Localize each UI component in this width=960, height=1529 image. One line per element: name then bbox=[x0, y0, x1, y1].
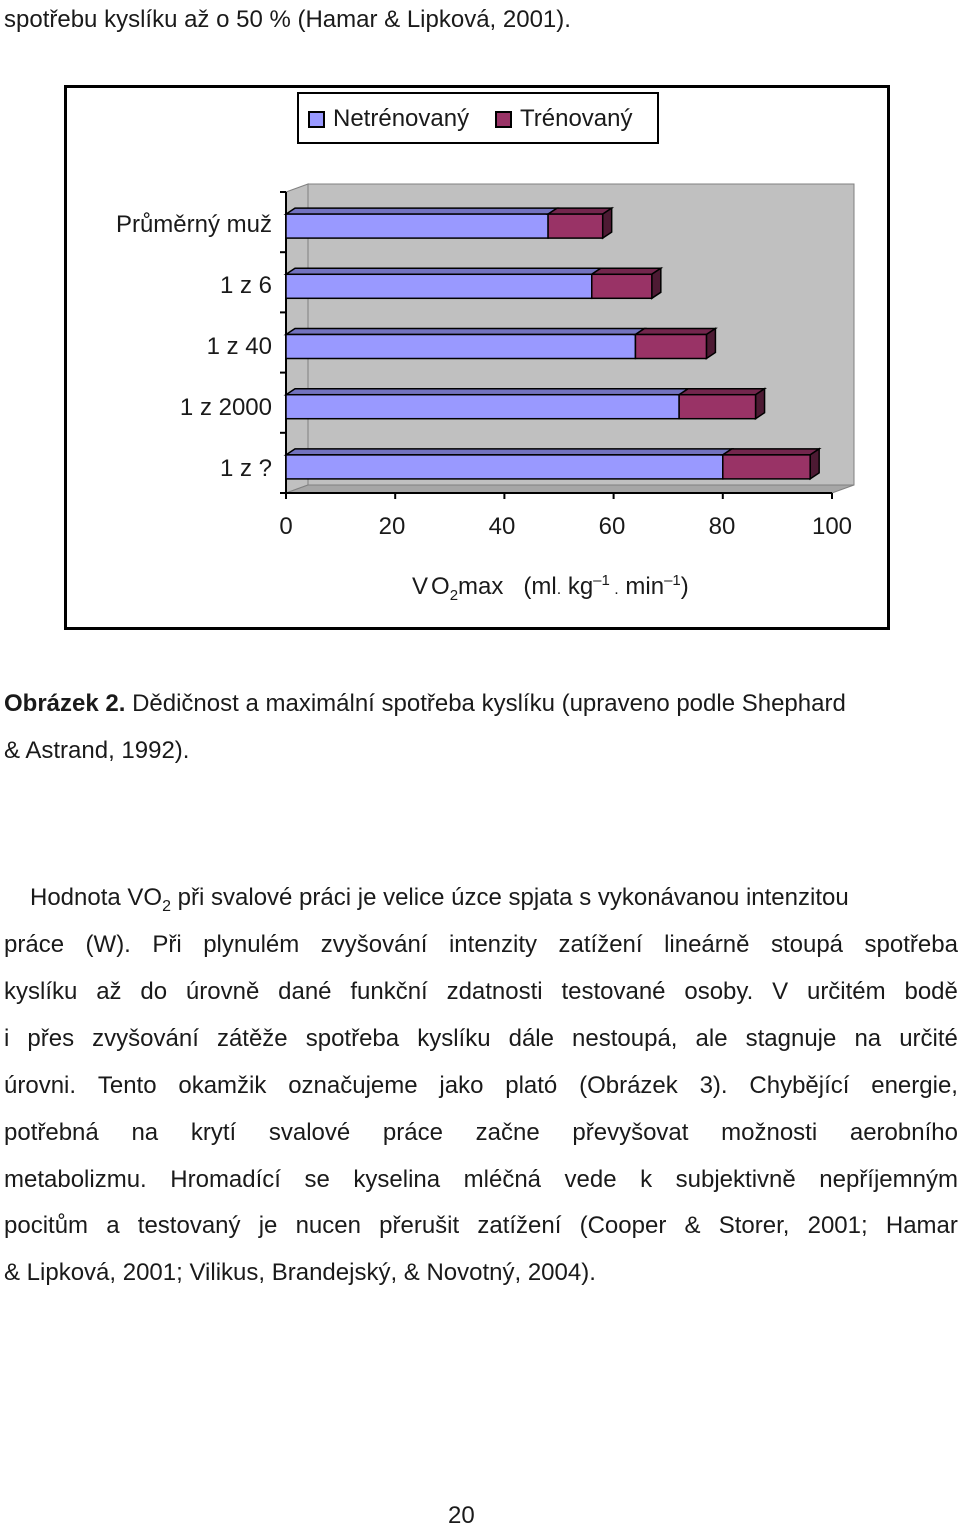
paragraph-word: testovaný bbox=[137, 1212, 241, 1239]
paragraph-line bbox=[4, 1121, 958, 1145]
paragraph-word: & bbox=[684, 1212, 701, 1239]
figure-caption-label: Obrázek 2. bbox=[4, 690, 126, 717]
paragraph-word: je bbox=[258, 1212, 278, 1239]
paragraph-word: zatížení bbox=[477, 1212, 562, 1239]
paragraph-word: spotřeba bbox=[305, 1025, 400, 1052]
x-axis-label-subscript: 2 bbox=[449, 586, 459, 604]
paragraph-word: Při bbox=[152, 931, 182, 958]
legend-swatch-trenovany bbox=[495, 111, 512, 128]
paragraph-word: nestoupá, bbox=[572, 1025, 678, 1052]
x-axis-label-superscript: –1 bbox=[593, 572, 610, 589]
figure-caption-text: Dědičnost a maximální spotřeba kyslíku (upraveno podle Shephard bbox=[125, 690, 846, 717]
paragraph-word: 2001; bbox=[807, 1212, 868, 1239]
paragraph-word: Storer, bbox=[718, 1212, 790, 1239]
legend-label-trenovany: Trénovaný bbox=[520, 105, 633, 132]
top-text-line: spotřebu kyslíku až o 50 % (Hamar & Lipková, 2001). bbox=[4, 6, 571, 33]
category-label: 1 z 2000 bbox=[179, 394, 272, 421]
paragraph-word: lineárně bbox=[664, 931, 750, 958]
paragraph-word: zvyšování bbox=[320, 931, 428, 958]
x-tick-label: 40 bbox=[488, 513, 516, 540]
x-tick-label: 80 bbox=[708, 513, 736, 540]
paragraph-word: jako bbox=[439, 1072, 484, 1099]
paragraph-first-line bbox=[30, 886, 849, 919]
paragraph-last-line: & Lipková, 2001; Vilikus, Brandejský, & Novotný, 2004). bbox=[4, 1259, 596, 1286]
paragraph-word: a bbox=[106, 1212, 120, 1239]
paragraph-word: potřebná bbox=[4, 1119, 99, 1146]
paragraph-word: stoupá bbox=[770, 931, 844, 958]
paragraph-word: přes bbox=[27, 1025, 75, 1052]
paragraph-word: krytí bbox=[190, 1119, 237, 1146]
paragraph-word: až bbox=[96, 978, 122, 1005]
paragraph-word: (Obrázek bbox=[579, 1072, 678, 1099]
paragraph-word: metabolizmu. bbox=[4, 1166, 147, 1193]
paragraph-word: zdatnosti bbox=[446, 978, 543, 1005]
paragraph-word: osoby. bbox=[684, 978, 754, 1005]
category-label: 1 z ? bbox=[219, 455, 272, 482]
paragraph-word: nepříjemným bbox=[819, 1166, 958, 1193]
x-axis-label bbox=[412, 572, 689, 604]
paragraph-word: intenzity bbox=[448, 931, 538, 958]
paragraph-word: plató bbox=[505, 1072, 558, 1099]
x-axis-label-part: V bbox=[412, 573, 432, 600]
paragraph-word: vede bbox=[564, 1166, 617, 1193]
paragraph-word: na bbox=[131, 1119, 159, 1146]
paragraph-line bbox=[4, 1027, 958, 1051]
x-tick-label: 20 bbox=[378, 513, 406, 540]
x-axis-label-part: max (ml bbox=[458, 573, 557, 600]
paragraph-word: i bbox=[4, 1025, 10, 1052]
paragraph-word: Hromadící bbox=[170, 1166, 281, 1193]
paragraph-word: do bbox=[140, 978, 168, 1005]
paragraph-word: (Cooper bbox=[579, 1212, 667, 1239]
paragraph-word: pocitům bbox=[4, 1212, 89, 1239]
legend-label-netrenovany: Netrénovaný bbox=[333, 105, 470, 132]
paragraph-word: nucen bbox=[295, 1212, 361, 1239]
paragraph-line bbox=[4, 1214, 958, 1238]
paragraph-word: (W). bbox=[85, 931, 131, 958]
paragraph-word: 3). bbox=[699, 1072, 728, 1099]
paragraph-word: dále bbox=[508, 1025, 554, 1052]
x-axis-label-part: ) bbox=[680, 573, 689, 600]
paragraph-word: možnosti bbox=[721, 1119, 818, 1146]
paragraph-word: zátěže bbox=[216, 1025, 288, 1052]
paragraph-word: kyslíku bbox=[4, 978, 78, 1005]
paragraph-word: okamžik bbox=[178, 1072, 267, 1099]
paragraph-word: práce bbox=[4, 931, 65, 958]
paragraph-word: subjektivně bbox=[675, 1166, 796, 1193]
paragraph-word: práce bbox=[382, 1119, 443, 1146]
chart-frame bbox=[64, 85, 890, 630]
x-axis-label-part: min bbox=[618, 573, 665, 600]
paragraph-word: zvyšování bbox=[92, 1025, 199, 1052]
paragraph-line bbox=[4, 1074, 958, 1098]
paragraph-word: dané bbox=[278, 978, 332, 1005]
paragraph-word: mléčná bbox=[463, 1166, 542, 1193]
paragraph-word: spotřeba bbox=[864, 931, 958, 958]
paragraph-word: na bbox=[854, 1025, 882, 1052]
paragraph-word: úrovně bbox=[185, 978, 260, 1005]
paragraph-word: přerušit bbox=[379, 1212, 460, 1239]
paragraph-word: plynulém bbox=[203, 931, 300, 958]
chart-legend bbox=[297, 92, 659, 144]
paragraph-text: při svalové práci je velice úzce spjata s vykonávanou intenzitou bbox=[171, 884, 849, 911]
paragraph-word: úrovni. bbox=[4, 1072, 77, 1099]
paragraph-word: testované bbox=[561, 978, 666, 1005]
paragraph-word: k bbox=[640, 1166, 653, 1193]
paragraph-word: V bbox=[772, 978, 789, 1005]
paragraph-word: určitém bbox=[806, 978, 886, 1005]
paragraph-line bbox=[4, 1168, 958, 1192]
paragraph-word: energie, bbox=[871, 1072, 958, 1099]
legend-swatch-netrenovany bbox=[308, 111, 325, 128]
paragraph-word: určité bbox=[899, 1025, 958, 1052]
x-tick-label: 0 bbox=[279, 513, 293, 540]
paragraph-word: aerobního bbox=[849, 1119, 958, 1146]
paragraph-word: stagnuje bbox=[745, 1025, 837, 1052]
paragraph-word: převyšovat bbox=[572, 1119, 689, 1146]
paragraph-word: zatížení bbox=[558, 931, 643, 958]
paragraph-word: označujeme bbox=[288, 1072, 418, 1099]
paragraph-word: Chybějící bbox=[749, 1072, 850, 1099]
paragraph-word: Hamar bbox=[885, 1212, 958, 1239]
category-label: Průměrný muž bbox=[115, 211, 272, 238]
paragraph-word: funkční bbox=[350, 978, 428, 1005]
x-axis-label-superscript: –1 bbox=[664, 572, 681, 589]
paragraph-word: Tento bbox=[97, 1072, 157, 1099]
x-tick-label: 60 bbox=[598, 513, 626, 540]
paragraph-line bbox=[4, 933, 958, 957]
paragraph-subscript: 2 bbox=[162, 897, 171, 915]
paragraph-line bbox=[4, 980, 958, 1004]
category-label: 1 z 40 bbox=[206, 333, 272, 360]
page-number: 20 bbox=[448, 1502, 475, 1529]
x-tick-label: 100 bbox=[811, 513, 853, 540]
x-axis-label-part: . bbox=[556, 581, 562, 598]
paragraph-word: svalové bbox=[268, 1119, 351, 1146]
figure-caption bbox=[4, 692, 846, 716]
paragraph-text: Hodnota VO bbox=[30, 884, 163, 911]
x-axis-label-part: kg bbox=[561, 573, 594, 600]
category-label: 1 z 6 bbox=[219, 272, 272, 299]
x-axis-label-part: . bbox=[609, 581, 619, 598]
paragraph-word: kyselina bbox=[353, 1166, 441, 1193]
paragraph-word: se bbox=[304, 1166, 330, 1193]
figure-caption-line2: & Astrand, 1992). bbox=[4, 737, 190, 764]
paragraph-word: ale bbox=[695, 1025, 728, 1052]
paragraph-word: bodě bbox=[904, 978, 958, 1005]
paragraph-word: kyslíku bbox=[417, 1025, 491, 1052]
paragraph-word: začne bbox=[475, 1119, 540, 1146]
x-axis-label-part: O bbox=[431, 573, 450, 600]
